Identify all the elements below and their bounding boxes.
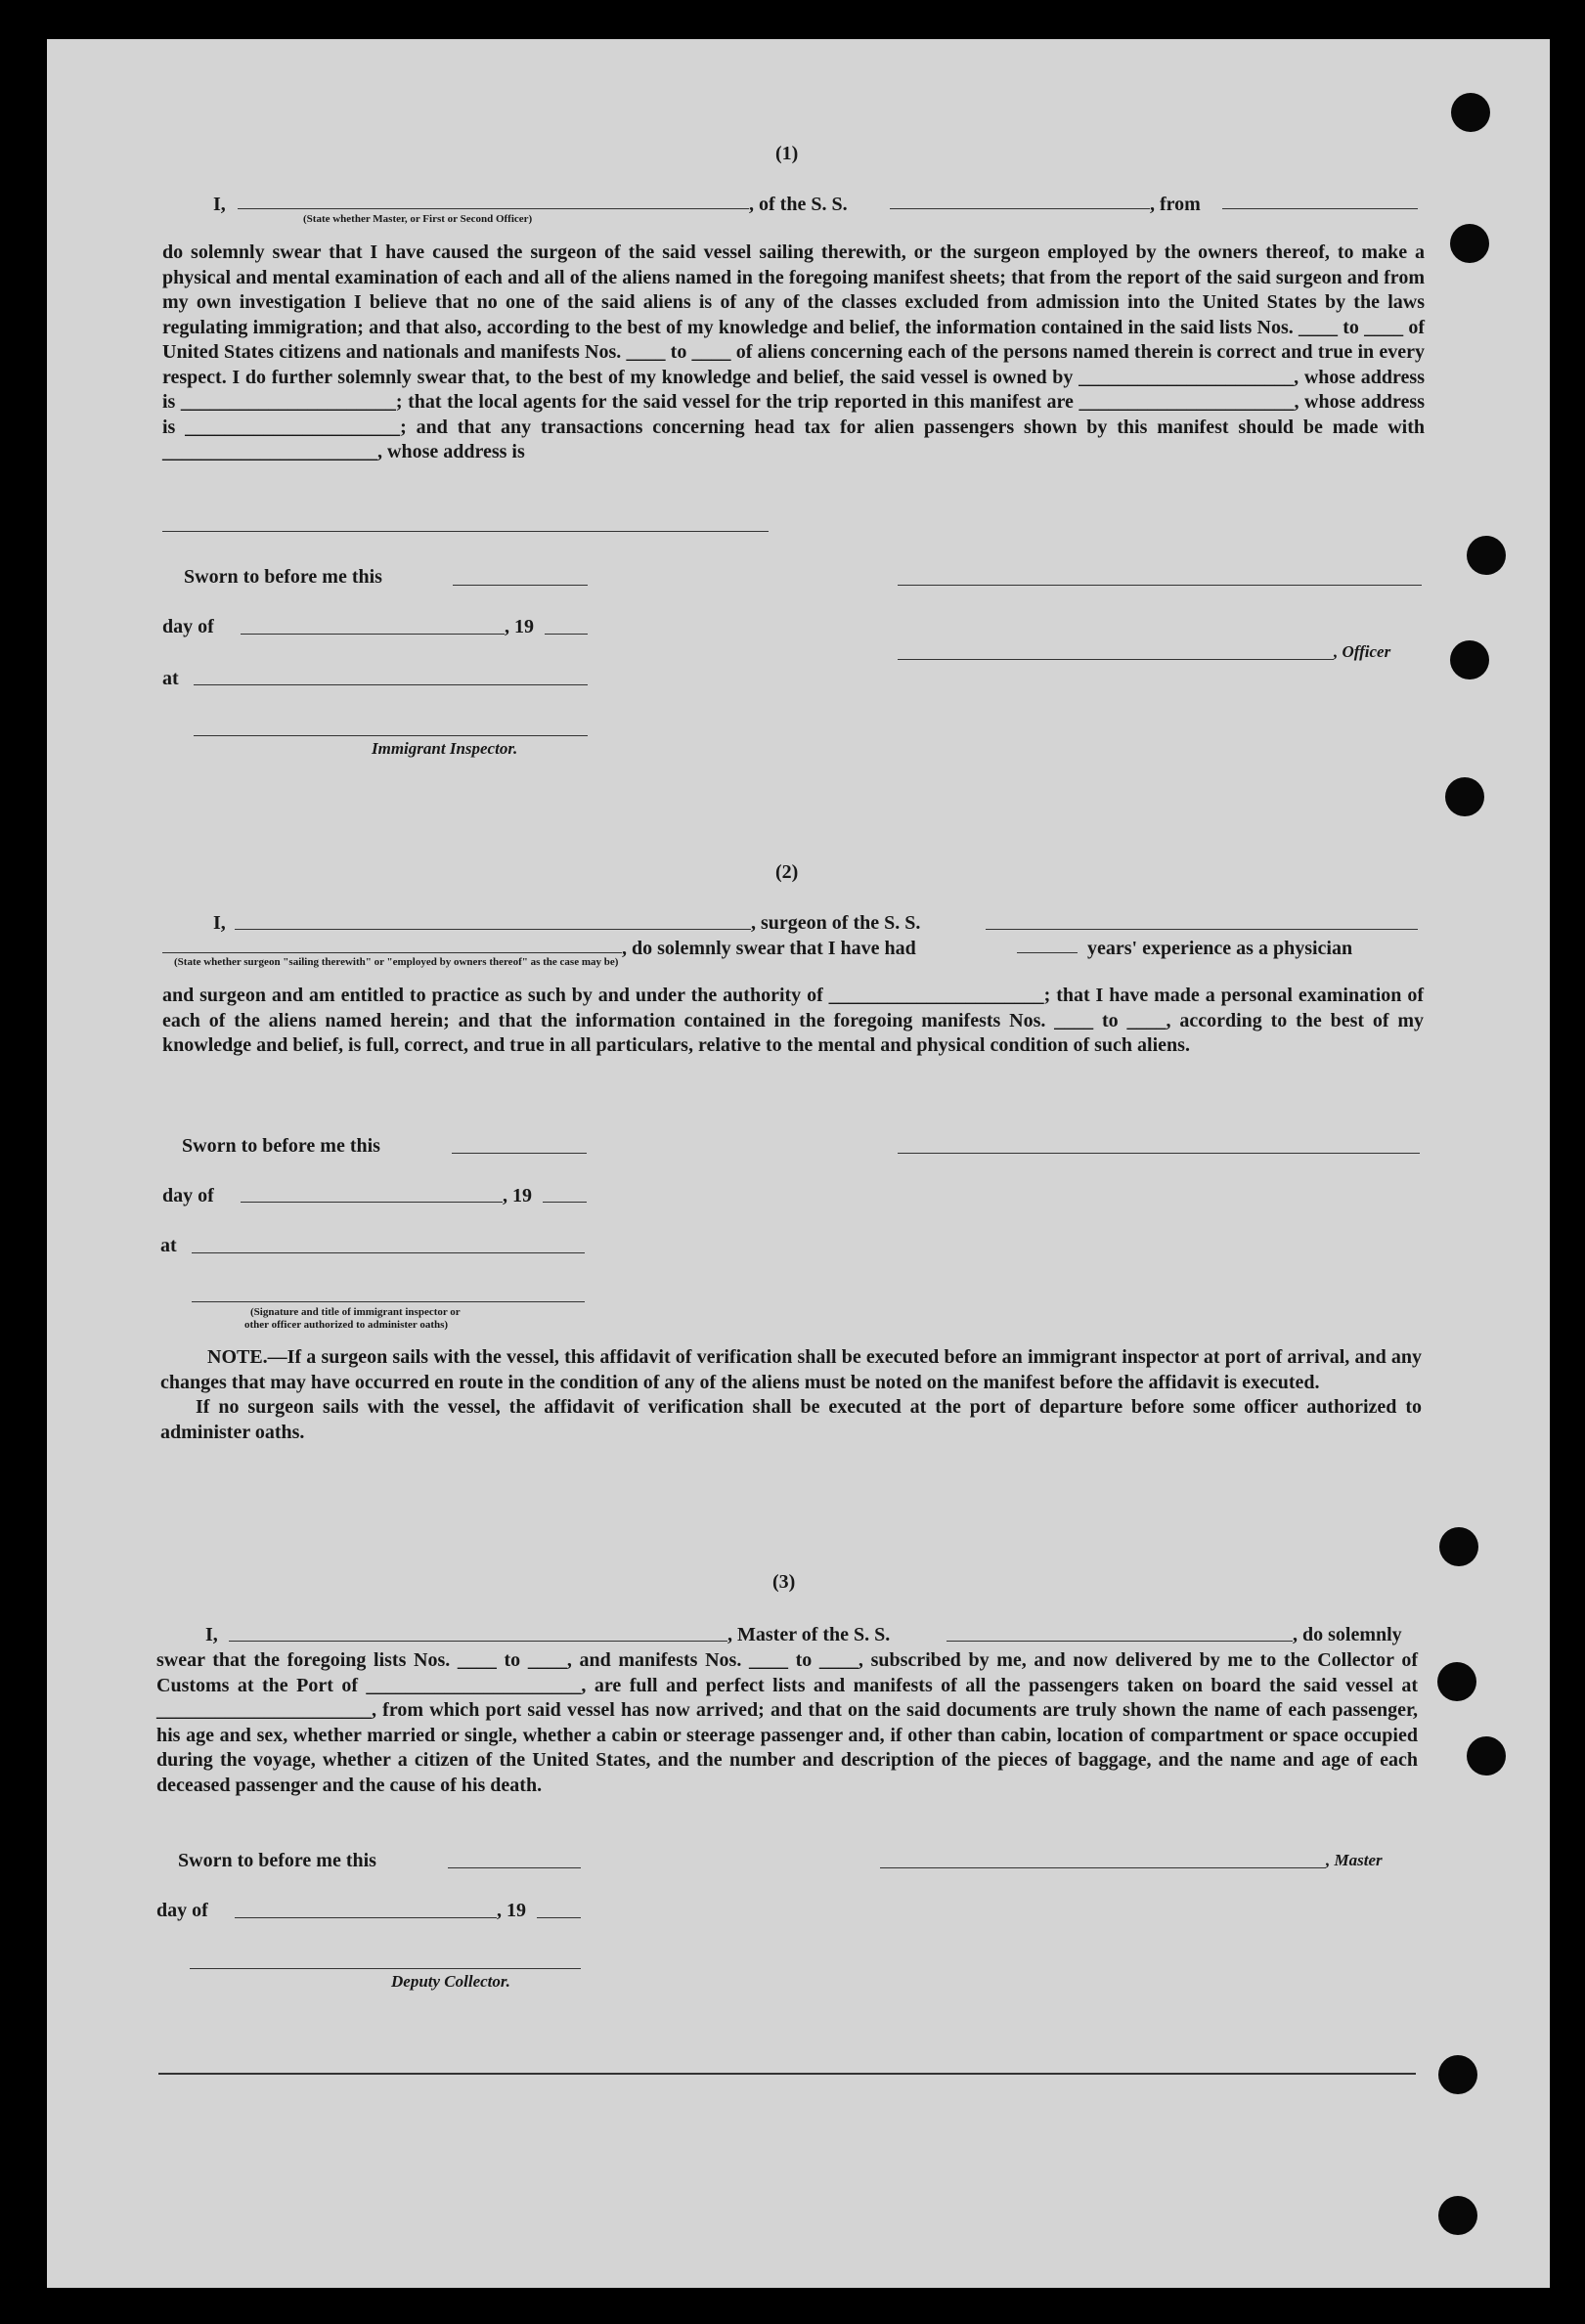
punch-hole-icon: [1439, 1527, 1478, 1566]
s3-name-line[interactable]: [229, 1641, 727, 1642]
s1-officer-line[interactable]: [898, 659, 1334, 660]
section-2-number: (2): [775, 861, 799, 883]
section-1-number: (1): [775, 143, 799, 164]
s1-note-master: (State whether Master, or First or Second Officer): [303, 213, 533, 225]
s1-day-of: day of: [162, 616, 214, 637]
s3-ship-line[interactable]: [947, 1641, 1293, 1642]
punch-hole-icon: [1467, 536, 1506, 575]
s1-of-the-ss: , of the S. S.: [749, 194, 848, 215]
s3-day-of: day of: [156, 1900, 208, 1921]
s3-sworn-line[interactable]: [448, 1867, 581, 1868]
s1-year: , 19: [505, 616, 534, 637]
s2-body: [162, 984, 1424, 1059]
punch-hole-icon: [1450, 224, 1489, 263]
punch-hole-icon: [1438, 2196, 1477, 2235]
s1-address-line[interactable]: [162, 531, 769, 532]
s1-inspector-line[interactable]: [194, 735, 588, 736]
s3-day-line[interactable]: [235, 1917, 497, 1918]
s3-year: , 19: [497, 1900, 526, 1921]
s3-collector-line[interactable]: [190, 1968, 581, 1969]
s3-master-line[interactable]: [880, 1867, 1326, 1868]
s1-i: I,: [213, 194, 226, 215]
section-3-number: (3): [772, 1571, 796, 1593]
s1-signature-line[interactable]: [898, 585, 1422, 586]
s3-body: [156, 1648, 1418, 1798]
s2-note-1: NOTE.—If a surgeon sails with the vessel, this affidavit of verification shall be executed before an immigrant inspector at port of arrival, and any changes that may have occurred en route in the condition of any of the aliens must be noted on the manifest before the affidavit is executed.: [160, 1346, 1422, 1393]
s1-sworn: Sworn to before me this: [184, 566, 382, 588]
s2-body-text: and surgeon and am entitled to practice as such by and under the authority of ______________________; that I have made a personal examination of each of the aliens named herein; and that the information contained in the foregoing manifests Nos. ____ to ____, according to the best of my knowledge and belief, is full, correct, and true in all particulars, relative to the mental and physical condition of such aliens.: [162, 985, 1424, 1056]
s2-note: [160, 1345, 1422, 1445]
s3-i: I,: [205, 1624, 218, 1645]
s2-note-2: If no surgeon sails with the vessel, the affidavit of verification shall be executed at the port of departure before some officer authorized to administer oaths.: [160, 1396, 1422, 1443]
s3-master: , Master: [1326, 1851, 1383, 1869]
s2-surgeon-type-line[interactable]: [162, 952, 622, 953]
s2-sworn-line[interactable]: [452, 1153, 587, 1154]
s1-from: , from: [1150, 194, 1201, 215]
s3-sworn: Sworn to before me this: [178, 1850, 376, 1871]
punch-hole-icon: [1438, 2055, 1477, 2094]
s2-surgeon-of: , surgeon of the S. S.: [751, 912, 921, 934]
s1-from-line[interactable]: [1222, 208, 1418, 209]
s2-swear: , do solemnly swear that I have had: [622, 938, 916, 959]
punch-hole-icon: [1467, 1736, 1506, 1776]
s2-years: years' experience as a physician: [1087, 938, 1353, 959]
s3-year-line[interactable]: [537, 1917, 581, 1918]
punch-hole-icon: [1450, 640, 1489, 680]
s2-day-line[interactable]: [241, 1202, 503, 1203]
s2-at-line[interactable]: [192, 1252, 585, 1253]
s1-ship-line[interactable]: [890, 208, 1150, 209]
s1-day-line[interactable]: [241, 634, 505, 635]
s2-ship-line[interactable]: [986, 929, 1418, 930]
s2-day-of: day of: [162, 1185, 214, 1206]
punch-hole-icon: [1451, 93, 1490, 132]
s1-at: at: [162, 668, 179, 689]
s3-collector: Deputy Collector.: [391, 1972, 510, 1991]
s2-sig-note-1: (Signature and title of immigrant inspector or: [250, 1306, 461, 1318]
punch-hole-icon: [1437, 1662, 1476, 1701]
s3-do-solemnly: , do solemnly: [1293, 1624, 1402, 1645]
s2-signature-line[interactable]: [898, 1153, 1420, 1154]
s1-at-line[interactable]: [194, 684, 588, 685]
s2-years-line[interactable]: [1017, 952, 1078, 953]
s3-body-text: swear that the foregoing lists Nos. ____ to ____, and manifests Nos. ____ to ____, subscribed by me, and now delivered by me to the Collector of Customs at the Port of ______________________, are full and perfect lists and manifests of all the passengers taken on board the said vessel at ______________________, from which port said vessel has now arrived; and that on the said documents are truly shown the name of each passenger, his age and sex, whether married or single, whether a cabin or steerage passenger and, if other than cabin, location of compartment or space occupied during the voyage, whether a citizen of the United States, and the number and description of the pieces of baggage, and the name and age of each deceased passenger and the cause of his death.: [156, 1649, 1418, 1796]
s1-inspector: Immigrant Inspector.: [372, 739, 518, 758]
s2-sworn: Sworn to before me this: [182, 1135, 380, 1157]
s1-name-line[interactable]: [238, 208, 749, 209]
punch-hole-icon: [1445, 777, 1484, 816]
s1-year-line[interactable]: [545, 634, 588, 635]
s2-name-line[interactable]: [235, 929, 751, 930]
s2-at: at: [160, 1235, 177, 1256]
bottom-rule: [158, 2073, 1416, 2075]
s2-sig-note-2: other officer authorized to administer oaths): [244, 1319, 449, 1331]
s1-sworn-line[interactable]: [453, 585, 588, 586]
s1-body: [162, 241, 1425, 465]
s1-body-text: do solemnly swear that I have caused the surgeon of the said vessel sailing therewith, or the surgeon employed by the owners thereof, to make a physical and mental examination of each and all of the aliens named in the foregoing manifest sheets; that from the report of the said surgeon and from my own investigation I believe that no one of the said aliens is of any of the classes excluded from admission into the United States by the laws regulating immigration; and that also, according to the best of my knowledge and belief, the information contained in the said lists Nos. ____ to ____ of United States citizens and nationals and manifests Nos. ____ to ____ of aliens concerning each of the persons named therein is correct and true in every respect. I do further solemnly swear that, to the best of my knowledge and belief, the said vessel is owned by ______________________, whose address is ______________________; that the local agents for the said vessel for the trip reported in this manifest are ______________________, whose address is ______________________; and that any transactions concerning head tax for alien passengers shown by this manifest should be made with ______________________, whose address is: [162, 241, 1425, 462]
s3-master-of: , Master of the S. S.: [727, 1624, 891, 1645]
s2-year-line[interactable]: [543, 1202, 587, 1203]
s2-sig-line[interactable]: [192, 1301, 585, 1302]
s2-i: I,: [213, 912, 226, 934]
s2-note-surgeon: (State whether surgeon "sailing therewith" or "employed by owners thereof" as the case may be): [174, 956, 619, 968]
s1-officer: , Officer: [1334, 642, 1391, 661]
s2-year: , 19: [503, 1185, 532, 1206]
